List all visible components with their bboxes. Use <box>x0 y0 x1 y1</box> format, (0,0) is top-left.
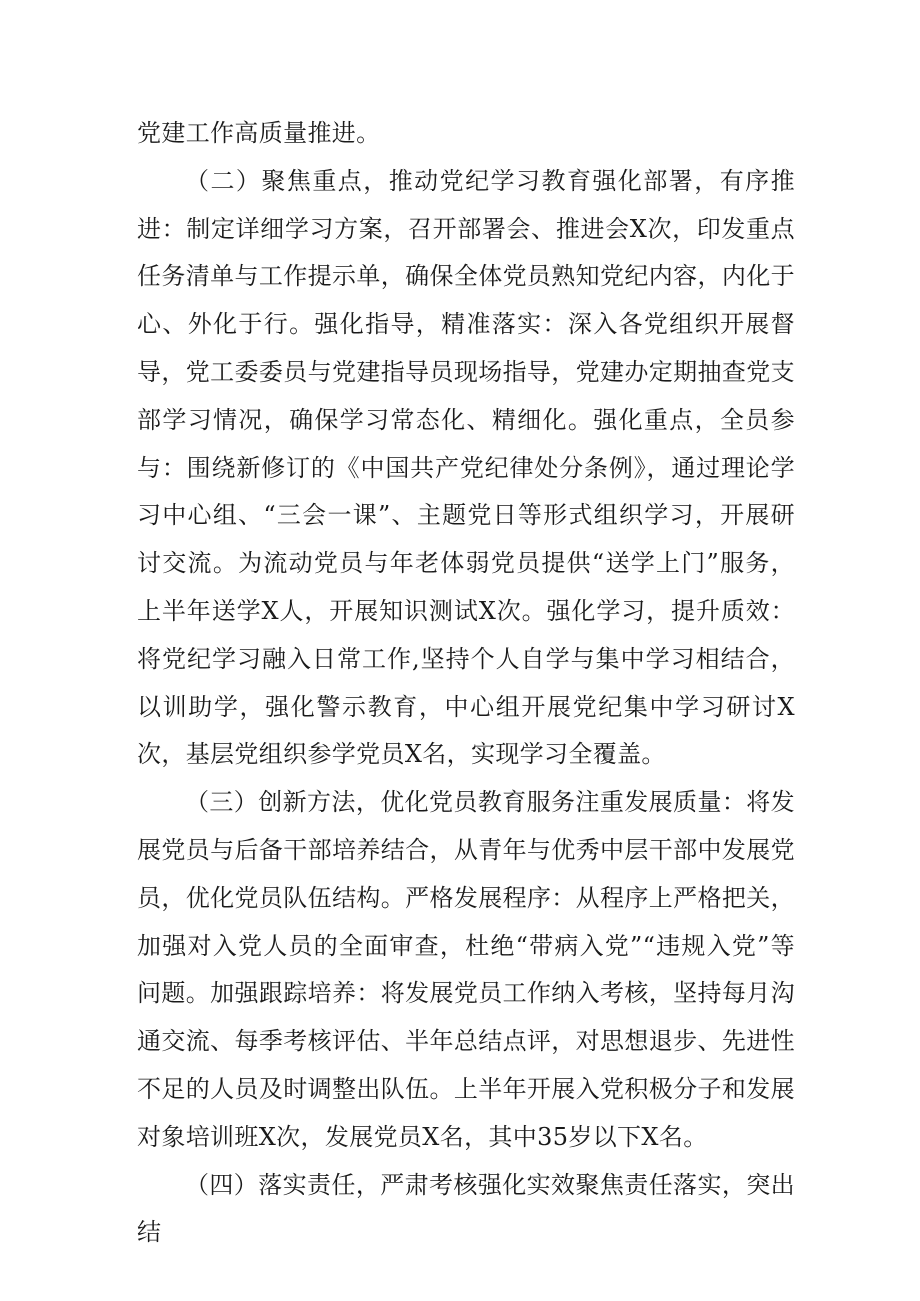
paragraph-continuation: 党建工作高质量推进。 <box>137 119 381 147</box>
document-body <box>137 110 795 1257</box>
paragraph-section-2: （二）聚焦重点，推动党纪学习教育强化部署，有序推进：制定详细学习方案，召开部署会、推进会X次，印发重点任务清单与工作提示单，确保全体党员熟知党纪内容，内化于心、外化于行。强化指导，精准落实：深入各党组织开展督导，党工委委员与党建指导员现场指导，党建办定期抽查党支部学习情况，确保学习常态化、精细化。强化重点，全员参与：围绕新修订的《中国共产党纪律处分条例》，通过理论学习中心组、“三会一课”、主题党日等形式组织学习，开展研讨交流。为流动党员与年老体弱党员提供“送学上门”服务，上半年送学X人，开展知识测试X次。强化学习，提升质效：将党纪学习融入日常工作,坚持个人自学与集中学习相结合，以训助学，强化警示教育，中心组开展党纪集中学习研讨X次，基层党组织参学党员X名，实现学习全覆盖。 <box>137 166 795 769</box>
paragraph-section-3: （三）创新方法，优化党员教育服务注重发展质量：将发展党员与后备干部培养结合，从青年与优秀中层干部中发展党员，优化党员队伍结构。严格发展程序：从程序上严格把关，加强对入党人员的全面审查，杜绝“带病入党”“违规入党”等问题。加强跟踪培养：将发展党员工作纳入考核，坚持每月沟通交流、每季考核评估、半年总结点评，对思想退步、先进性不足的人员及时调整出队伍。上半年开展入党积极分子和发展对象培训班X次，发展党员X名，其中35岁以下X名。 <box>137 788 795 1151</box>
paragraph-section-4: （四）落实责任，严肃考核强化实效聚焦责任落实，突出结 <box>137 1170 795 1247</box>
